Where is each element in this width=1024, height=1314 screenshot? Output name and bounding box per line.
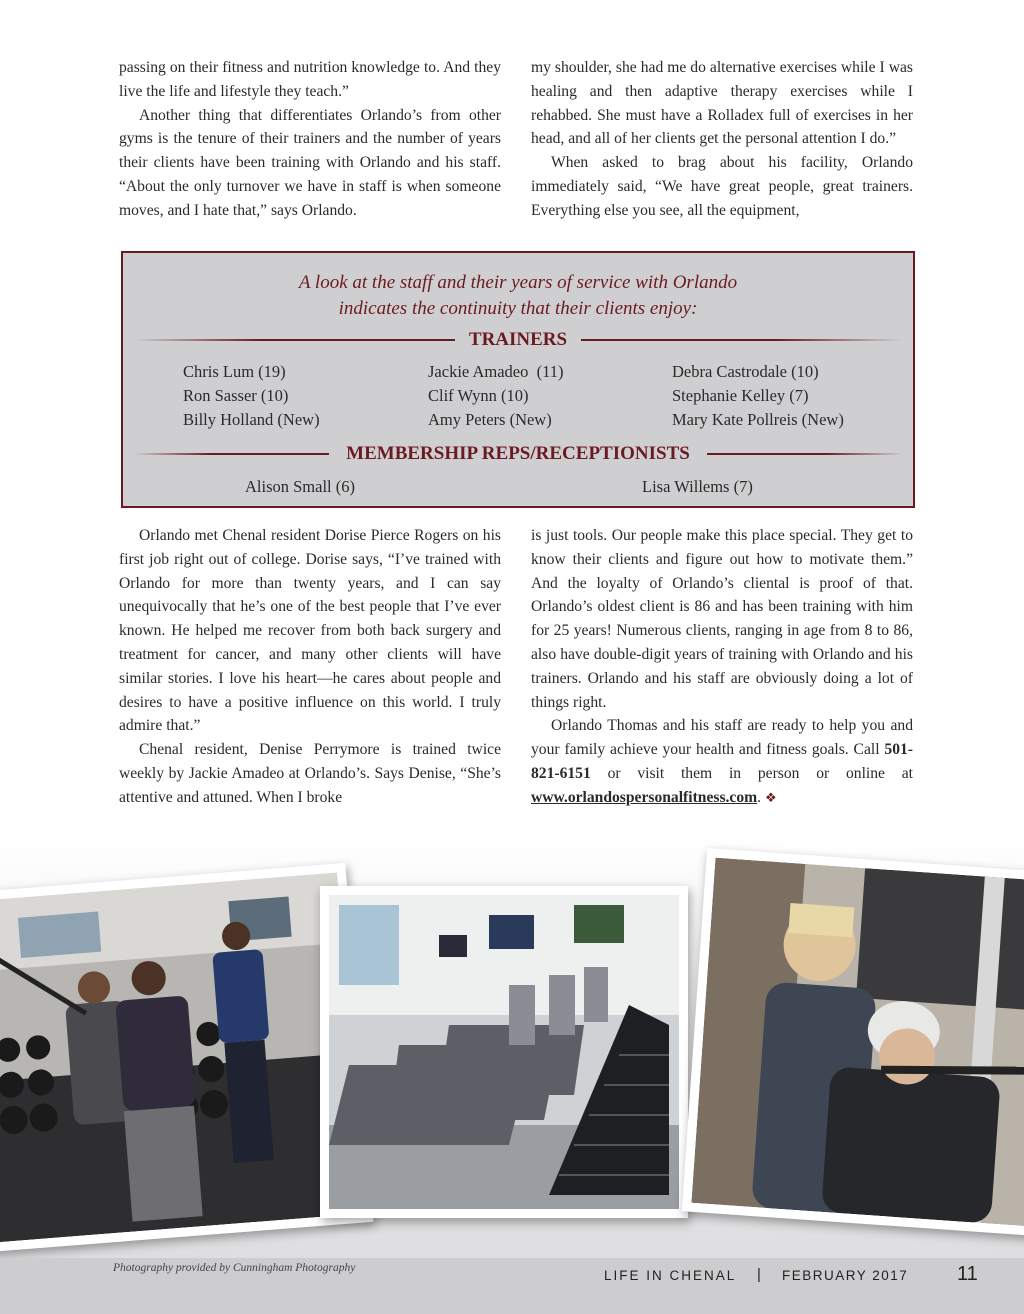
paragraph: When asked to brag about his facility, Orlando immediately said, “We have great people, great trainers. Everything else you see, all the equipment,: [531, 154, 913, 219]
photo-image: [691, 858, 1024, 1227]
photo-trainers-with-client: [0, 863, 374, 1253]
text-run: Orlando Thomas and his staff are ready to help you and your family achieve your health and fitness goals. Call: [531, 717, 913, 759]
staff-name: Alison Small (6): [245, 477, 355, 496]
photo-credit: Photography provided by Cunningham Photography: [113, 1262, 356, 1274]
staff-name: Debra Castrodale (10): [672, 362, 819, 381]
photo-collage: [0, 838, 1024, 1260]
pulldown-photo-illustration: [691, 858, 1024, 1227]
photo-image: [329, 895, 679, 1209]
text-run: or visit them in person or online at: [590, 764, 913, 782]
membership-heading: [123, 442, 913, 466]
staff-name: Mary Kate Pollreis (New): [672, 410, 844, 429]
trainers-column: [672, 360, 844, 432]
photo-image: [0, 873, 364, 1244]
text-run: .: [757, 788, 762, 806]
website-link[interactable]: www.orlandospersonalfitness.com: [531, 788, 758, 806]
staff-box-intro: [123, 270, 913, 322]
staff-name: Jackie Amadeo (11): [428, 362, 564, 381]
paragraph: is just tools. Our people make this place special. They get to know their clients and figure out how to motivate them.” And the loyalty of Orlando’s cliental is proof of that. Orlando’s oldest client is 86 and has been training with him for 25 years! Numerous clients, ranging in age from 8 to 86, also have double-digit years of training with Orlando and his trainers. Orlando and his staff are obviously doing a lot of things right.: [531, 527, 913, 711]
issue-date: FEBRUARY 2017: [782, 1268, 909, 1283]
staff-name: Billy Holland (New): [183, 410, 320, 429]
staff-name: Stephanie Kelley (7): [672, 386, 809, 405]
intro-line: indicates the continuity that their clients enjoy:: [338, 298, 698, 319]
paragraph: my shoulder, she had me do alternative exercises while I was healing and then adaptive therapy exercises while I rehabbed. She must have a Rolladex full of exercises in her head, and all of her clients get the personal attention I do.”: [531, 59, 913, 148]
article-column-bottom-right: [531, 524, 913, 810]
staff-name: Lisa Willems (7): [642, 477, 753, 496]
article-column-top-right: [531, 56, 913, 223]
trainers-column: [183, 360, 320, 432]
treadmill-photo-illustration: [329, 895, 679, 1209]
gym-photo-illustration: [0, 873, 364, 1244]
trainers-column: [428, 360, 563, 432]
end-mark-icon: ❖: [764, 789, 777, 805]
photo-treadmills: [320, 886, 688, 1218]
membership-heading-label: MEMBERSHIP REPS/RECEPTIONISTS: [346, 443, 690, 464]
staff-name: Amy Peters (New): [428, 410, 552, 429]
article-column-bottom-left: [119, 524, 501, 810]
staff-name: Clif Wynn (10): [428, 386, 529, 405]
trainers-heading: [123, 328, 913, 352]
article-column-top-left: [119, 56, 501, 223]
phone-number: 501-821-6151: [531, 741, 913, 782]
paragraph: passing on their fitness and nutrition knowledge to. And they live the life and lifestyle they teach.”: [119, 59, 501, 100]
paragraph: Orlando met Chenal resident Dorise Pierce Rogers on his first job right out of college. Dorise says, “I’ve trained with Orlando for more than twenty years, and I can say unequivocally that he’s one of the best people that I’ve ever known. He helped me recover from both back surgery and treatment for cancer, and many other clients will have similar stories. I love his heart—he cares about people and desires to have a positive influence on this world. I truly admire that.”: [119, 527, 501, 735]
intro-line: A look at the staff and their years of service with Orlando: [298, 272, 738, 293]
staff-name: Chris Lum (19): [183, 362, 286, 381]
photo-trainer-assisting-client: [682, 848, 1024, 1236]
paragraph-contact: [531, 714, 913, 809]
footer-separator: |: [757, 1266, 761, 1283]
paragraph: Another thing that differentiates Orlando’s from other gyms is the tenure of their trainers and the number of years their clients have been training with Orlando and his staff. “About the only turnover we have in staff is when someone moves, and I hate that,” says Orlando.: [119, 106, 501, 219]
trainers-heading-label: TRAINERS: [468, 329, 568, 350]
paragraph: Chenal resident, Denise Perrymore is trained twice weekly by Jackie Amadeo at Orlando’s. Says Denise, “She’s attentive and attuned. When I broke: [119, 741, 501, 806]
staff-name: Ron Sasser (10): [183, 386, 289, 405]
page-number: 11: [957, 1263, 978, 1285]
staff-sidebar-box: [121, 251, 915, 508]
magazine-name: LIFE IN CHENAL: [604, 1268, 737, 1283]
